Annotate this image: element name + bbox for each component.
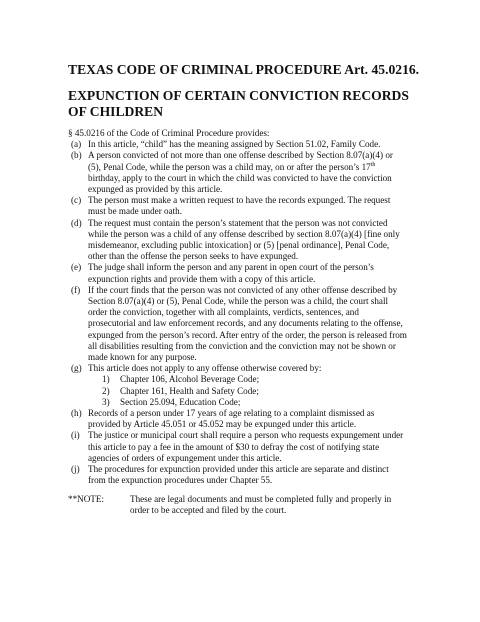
provisions-list xyxy=(68,139,408,486)
provision-b xyxy=(68,150,408,195)
provision-text: Records of a person under 17 years of age relating to a complaint dismissed as provided by Article 45.051 or 45.052 may be expunged under this article. xyxy=(88,408,375,430)
exceptions-list xyxy=(88,374,408,408)
intro-text: § 45.0216 of the Code of Criminal Procedure provides: xyxy=(68,128,270,138)
note-text: These are legal documents and must be completed fully and properly in order to be accepted and filed by the court. xyxy=(130,494,392,516)
provision-d xyxy=(68,218,408,263)
note-block xyxy=(68,494,408,516)
provision-text: The person must make a written request to have the records expunged. The request must be made under oath. xyxy=(88,195,391,217)
document-title: TEXAS CODE OF CRIMINAL PROCEDURE Art. 45.0216. xyxy=(68,62,420,77)
provision-text: The procedures for expunction provided under this article are separate and distinct from the expunction procedures under Chapter 55. xyxy=(88,464,389,486)
note-label: **NOTE: xyxy=(68,494,104,504)
exception-label: 1) xyxy=(102,374,110,385)
provision-label: (g) xyxy=(71,363,82,374)
document-body xyxy=(68,128,408,487)
provision-text-start: A person convicted of not more than one offense described by Section 8.07(a)(4) or (5), Penal Code, while the person was a child may, on or after the person’s 17 xyxy=(88,150,393,172)
provision-g xyxy=(68,363,408,408)
provision-h xyxy=(68,408,408,430)
exception-label: 3) xyxy=(102,396,110,407)
provision-label: (i) xyxy=(71,430,80,441)
provision-text: If the court finds that the person was not convicted of any other offense described by Section 8.07(a)(4) or (5), Penal Code, while the person was a child, the court shall order the conviction, together with all complaints, verdicts, sentences, and prosecutorial and law enforcement records, and any documents relating to the offense, expunged from the person’s record. After entry of the order, the person is released from all disabilities resulting from the conviction and the conviction may not be shown or made known for any purpose. xyxy=(88,284,407,363)
provision-label: (j) xyxy=(71,464,80,475)
provision-text-container xyxy=(88,363,408,408)
provision-label: (f) xyxy=(71,284,81,295)
provision-i xyxy=(68,430,408,464)
provision-f xyxy=(68,285,408,363)
provision-j xyxy=(68,464,408,486)
provision-label: (c) xyxy=(71,195,82,206)
exception-text: Chapter 161, Health and Safety Code; xyxy=(120,385,259,396)
provision-label: (e) xyxy=(71,262,82,273)
provision-label: (d) xyxy=(71,217,82,228)
provision-label: (b) xyxy=(71,150,82,161)
exception-text: Chapter 106, Alcohol Beverage Code; xyxy=(120,374,260,385)
provision-text: In this article, “child” has the meaning assigned by Section 51.02, Family Code. xyxy=(88,139,381,150)
document-subtitle: EXPUNCTION OF CERTAIN CONVICTION RECORDS OF CHILDREN xyxy=(68,88,409,119)
exception-text: Section 25.094, Education Code; xyxy=(120,396,241,407)
provision-label: (h) xyxy=(71,408,82,419)
exception-item xyxy=(88,374,408,385)
provision-text: The justice or municipal court shall require a person who requests expungement under this article to pay a fee in the amount of $30 to defray the cost of notifying state agencies of orders of expungement under this article. xyxy=(88,430,404,463)
provision-label: (a) xyxy=(71,139,82,150)
exception-item xyxy=(88,386,408,397)
provision-text: The request must contain the person’s statement that the person was not convicted while the person was a child of any offense described by section 8.07(a)(4) [fine only misdemeanor, excluding public intoxication] or (5) [penal ordinance], Penal Code, other than the offense the person seeks to have expunged. xyxy=(88,217,400,262)
provision-e xyxy=(68,262,408,284)
provision-c xyxy=(68,195,408,217)
provision-text: The judge shall inform the person and any parent in open court of the person’s expunction rights and provide them with a copy of this article. xyxy=(88,262,374,284)
exception-item xyxy=(88,397,408,408)
ordinal-suffix: th xyxy=(370,161,376,168)
exception-label: 2) xyxy=(102,385,110,396)
provision-a xyxy=(68,139,408,150)
provision-text xyxy=(88,150,408,195)
provision-text-end: birthday, apply to the court in which the child was convicted to have the conviction expunged as provided by this article. xyxy=(88,172,392,195)
provision-text: This article does not apply to any offense otherwise covered by: xyxy=(88,363,322,374)
